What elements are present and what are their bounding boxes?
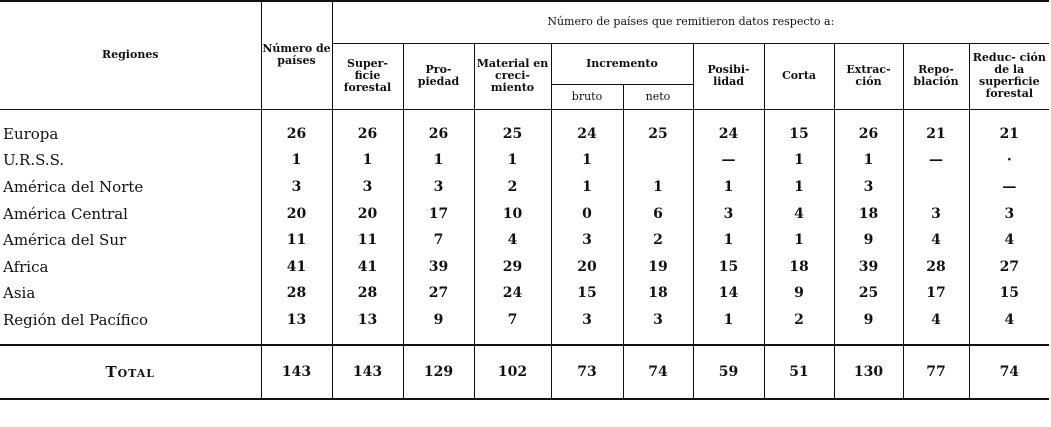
header-material-en-crecimiento: Material en creci- miento: [474, 43, 551, 109]
table-row: [0, 307, 1049, 334]
cell-reduccion-superficie-forestal: 21: [969, 121, 1049, 148]
cell-posibilidad: 24: [693, 121, 764, 148]
cell-corta: 1: [764, 147, 834, 174]
cell-numero-de-paises: 3: [261, 174, 332, 201]
cell-numero-de-paises: 11: [261, 227, 332, 254]
cell-numero-de-paises: 13: [261, 307, 332, 334]
cell-incremento-bruto: 15: [551, 280, 623, 307]
cell-reduccion-superficie-forestal: 4: [969, 227, 1049, 254]
cell-superficie-forestal: 26: [332, 121, 403, 148]
cell-superficie-forestal: 41: [332, 253, 403, 280]
total-label: Total: [0, 345, 261, 399]
cell-superficie-forestal: 13: [332, 307, 403, 334]
header-incremento: Incremento: [551, 43, 693, 84]
cell-incremento-neto: 18: [623, 280, 693, 307]
cell-corta: 4: [764, 200, 834, 227]
cell-incremento-neto: 3: [623, 307, 693, 334]
cell-repoblacion: —: [903, 147, 969, 174]
cell-corta: 1: [764, 174, 834, 201]
cell-propiedad: 129: [403, 345, 474, 399]
cell-incremento-neto: 6: [623, 200, 693, 227]
cell-numero-de-paises: 1: [261, 147, 332, 174]
cell-propiedad: 1: [403, 147, 474, 174]
cell-material-en-crecimiento: 10: [474, 200, 551, 227]
cell-posibilidad: 14: [693, 280, 764, 307]
region-name: América del Norte: [3, 177, 144, 196]
header-incremento-bruto: bruto: [551, 84, 623, 109]
cell-posibilidad: 1: [693, 174, 764, 201]
cell-superficie-forestal: 143: [332, 345, 403, 399]
table-row: [0, 200, 1049, 227]
region-name: América Central: [3, 204, 128, 223]
region-name: Europa: [3, 124, 59, 143]
header-superficie-forestal: Super- ficie forestal: [332, 43, 403, 109]
cell-incremento-bruto: 0: [551, 200, 623, 227]
region-name: Región del Pacífico: [3, 310, 149, 329]
cell-propiedad: 39: [403, 253, 474, 280]
cell-incremento-neto: 74: [623, 345, 693, 399]
cell-material-en-crecimiento: 7: [474, 307, 551, 334]
cell-incremento-bruto: 73: [551, 345, 623, 399]
table-row: [0, 227, 1049, 254]
cell-extraccion: 130: [834, 345, 903, 399]
cell-material-en-crecimiento: 25: [474, 121, 551, 148]
table-row: [0, 280, 1049, 307]
cell-material-en-crecimiento: 4: [474, 227, 551, 254]
cell-corta: 51: [764, 345, 834, 399]
header-reduccion-superficie-forestal: Reduc- ción de la superficie forestal: [969, 43, 1049, 109]
cell-repoblacion: 77: [903, 345, 969, 399]
cell-repoblacion: 21: [903, 121, 969, 148]
cell-incremento-bruto: 1: [551, 174, 623, 201]
table-row: [0, 174, 1049, 201]
cell-posibilidad: 15: [693, 253, 764, 280]
cell-extraccion: 3: [834, 174, 903, 201]
cell-superficie-forestal: 20: [332, 200, 403, 227]
table-row: [0, 253, 1049, 280]
cell-extraccion: 18: [834, 200, 903, 227]
cell-reduccion-superficie-forestal: —: [969, 174, 1049, 201]
header-posibilidad: Posibi- lidad: [693, 43, 764, 109]
cell-propiedad: 9: [403, 307, 474, 334]
cell-posibilidad: 59: [693, 345, 764, 399]
cell-reduccion-superficie-forestal: 74: [969, 345, 1049, 399]
cell-incremento-bruto: 3: [551, 227, 623, 254]
cell-posibilidad: 1: [693, 227, 764, 254]
cell-superficie-forestal: 1: [332, 147, 403, 174]
cell-extraccion: 1: [834, 147, 903, 174]
cell-propiedad: 17: [403, 200, 474, 227]
region-name: Africa: [3, 257, 49, 276]
header-numero-de-paises: Número de países: [261, 1, 332, 109]
cell-numero-de-paises: 20: [261, 200, 332, 227]
cell-material-en-crecimiento: 1: [474, 147, 551, 174]
region-name: U.R.S.S.: [3, 151, 65, 170]
cell-extraccion: 39: [834, 253, 903, 280]
cell-incremento-bruto: 24: [551, 121, 623, 148]
header-extraccion: Extrac- ción: [834, 43, 903, 109]
cell-material-en-crecimiento: 29: [474, 253, 551, 280]
cell-propiedad: 26: [403, 121, 474, 148]
header-corta: Corta: [764, 43, 834, 109]
cell-material-en-crecimiento: 24: [474, 280, 551, 307]
table-row: [0, 147, 1049, 174]
cell-posibilidad: —: [693, 147, 764, 174]
region-name: Asia: [3, 284, 36, 303]
cell-extraccion: 26: [834, 121, 903, 148]
cell-propiedad: 27: [403, 280, 474, 307]
cell-incremento-bruto: 20: [551, 253, 623, 280]
cell-numero-de-paises: 26: [261, 121, 332, 148]
cell-propiedad: 3: [403, 174, 474, 201]
cell-extraccion: 25: [834, 280, 903, 307]
cell-posibilidad: 3: [693, 200, 764, 227]
cell-incremento-neto: 25: [623, 121, 693, 148]
cell-incremento-neto: [623, 147, 693, 174]
cell-repoblacion: 4: [903, 307, 969, 334]
cell-corta: 1: [764, 227, 834, 254]
cell-numero-de-paises: 28: [261, 280, 332, 307]
cell-superficie-forestal: 11: [332, 227, 403, 254]
cell-incremento-neto: 2: [623, 227, 693, 254]
cell-reduccion-superficie-forestal: ·: [969, 147, 1049, 174]
cell-reduccion-superficie-forestal: 27: [969, 253, 1049, 280]
cell-repoblacion: 4: [903, 227, 969, 254]
cell-numero-de-paises: 143: [261, 345, 332, 399]
cell-repoblacion: 28: [903, 253, 969, 280]
cell-corta: 2: [764, 307, 834, 334]
cell-reduccion-superficie-forestal: 4: [969, 307, 1049, 334]
cell-extraccion: 9: [834, 307, 903, 334]
header-propiedad: Pro- piedad: [403, 43, 474, 109]
cell-reduccion-superficie-forestal: 15: [969, 280, 1049, 307]
cell-corta: 15: [764, 121, 834, 148]
cell-material-en-crecimiento: 102: [474, 345, 551, 399]
cell-repoblacion: [903, 174, 969, 201]
cell-repoblacion: 3: [903, 200, 969, 227]
cell-superficie-forestal: 28: [332, 280, 403, 307]
cell-reduccion-superficie-forestal: 3: [969, 200, 1049, 227]
header-incremento-neto: neto: [623, 84, 693, 109]
cell-posibilidad: 1: [693, 307, 764, 334]
cell-material-en-crecimiento: 2: [474, 174, 551, 201]
table-row: [0, 121, 1049, 148]
header-group-label: Número de países que remitieron datos respecto a:: [332, 1, 1049, 43]
total-row: [0, 345, 1049, 399]
header-repoblacion: Repo- blación: [903, 43, 969, 109]
cell-incremento-bruto: 3: [551, 307, 623, 334]
cell-corta: 18: [764, 253, 834, 280]
cell-incremento-neto: 1: [623, 174, 693, 201]
cell-incremento-neto: 19: [623, 253, 693, 280]
region-name: América del Sur: [3, 231, 127, 250]
cell-incremento-bruto: 1: [551, 147, 623, 174]
cell-superficie-forestal: 3: [332, 174, 403, 201]
cell-extraccion: 9: [834, 227, 903, 254]
cell-propiedad: 7: [403, 227, 474, 254]
cell-numero-de-paises: 41: [261, 253, 332, 280]
cell-repoblacion: 17: [903, 280, 969, 307]
header-regiones: Regiones: [0, 1, 261, 109]
cell-corta: 9: [764, 280, 834, 307]
